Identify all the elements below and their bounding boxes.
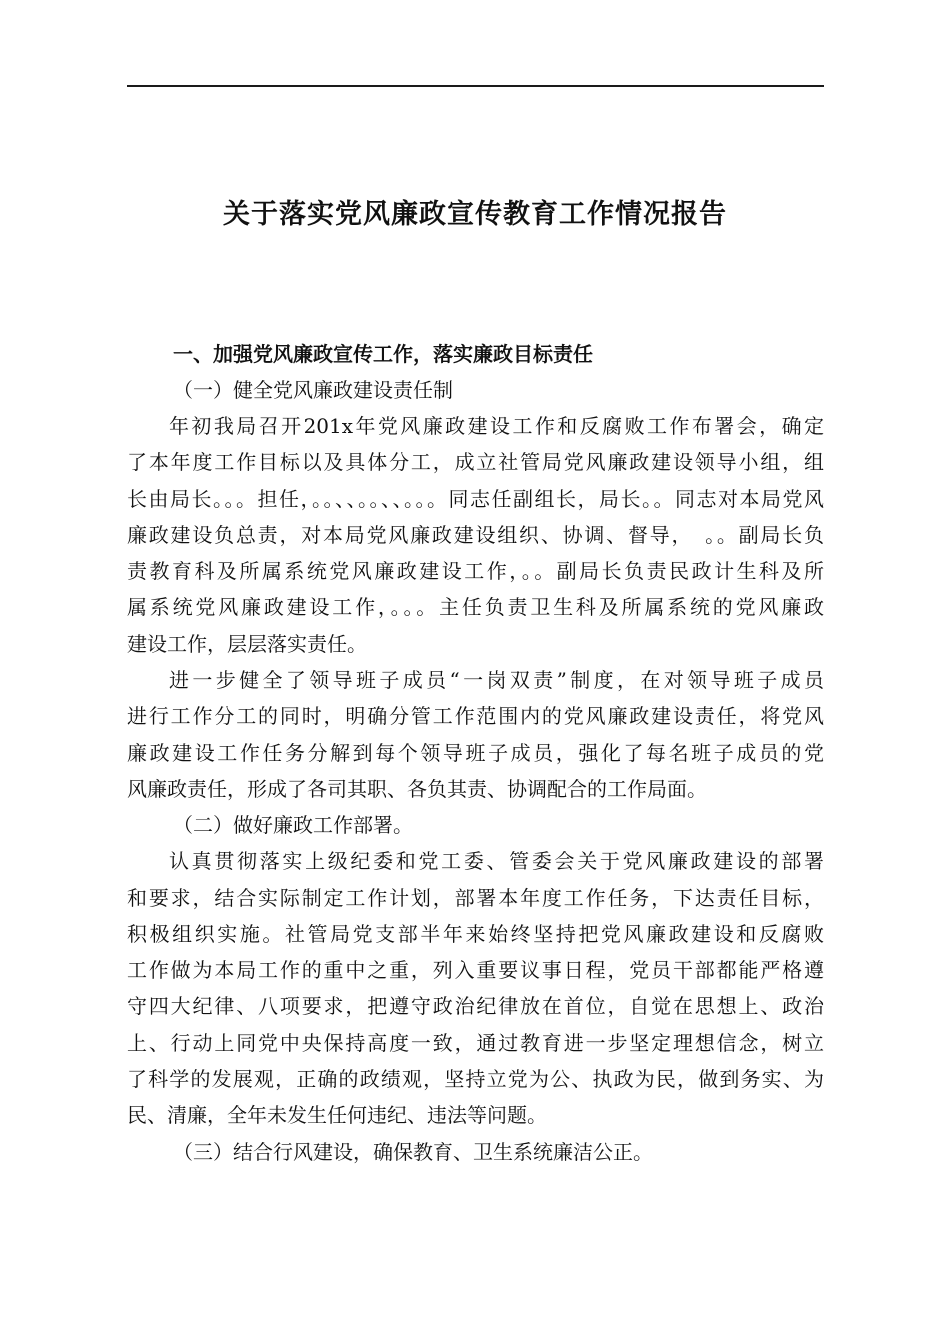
text-line: 守四大纪律、八项要求，把遵守政治纪律放在首位，自觉在思想上、政治 [127,994,824,1019]
text-line: 责教育科及所属系统党风廉政建设工作，。。副局长负责民政计生科及所 [127,559,824,584]
text-line: 进一步健全了领导班子成员“一岗双责”制度，在对领导班子成员 [169,668,824,693]
header-rule [127,85,824,87]
paragraph-1 [127,408,824,662]
subsection-heading-1: （一）健全党风廉政建设责任制 [173,378,453,402]
section-heading-1: 一、加强党风廉政宣传工作，落实廉政目标责任 [173,342,593,366]
subsection-heading-2: （二）做好廉政工作部署。 [173,813,413,838]
paragraph-2 [127,662,824,807]
text-line: 上、行动上同党中央保持高度一致，通过教育进一步坚定理想信念，树立 [127,1030,824,1055]
text-line: 和要求，结合实际制定工作计划，部署本年度工作任务，下达责任目标， [127,885,824,910]
text-line: 属系统党风廉政建设工作，。。。主任负责卫生科及所属系统的党风廉政 [127,595,824,620]
text-line: 廉政建设负总责，对本局党风廉政建设组织、协调、督导， 。。副局长负 [127,522,824,547]
text-line: 了本年度工作目标以及具体分工，成立社管局党风廉政建设领导小组，组 [127,450,824,475]
text-line: 长由局长。。。担任，。。、、。。、、。。。同志任副组长，局长。。同志对本局党风 [127,486,824,511]
text-line: 积极组织实施。社管局党支部半年来始终坚持把党风廉政建设和反腐败 [127,921,824,946]
text-line: 年初我局召开201x年党风廉政建设工作和反腐败工作布署会，确定 [169,414,824,438]
text-line: 工作做为本局工作的重中之重，列入重要议事日程，党员干部都能严格遵 [127,958,824,983]
paragraph-3 [127,843,824,1133]
text-line: 了科学的发展观，正确的政绩观，坚持立党为公、执政为民，做到务实、为 [127,1067,824,1092]
text-line: 认真贯彻落实上级纪委和党工委、管委会关于党风廉政建设的部署 [169,849,824,874]
text-line: 廉政建设工作任务分解到每个领导班子成员，强化了每名班子成员的党 [127,740,824,765]
document-title: 关于落实党风廉政宣传教育工作情况报告 [223,199,727,230]
text-line: 进行工作分工的同时，明确分管工作范围内的党风廉政建设责任，将党风 [127,704,824,729]
document-body [127,336,824,1170]
text-line: 风廉政责任，形成了各司其职、各负其责、协调配合的工作局面。 [127,776,707,801]
subsection-heading-3: （三）结合行风建设，确保教育、卫生系统廉洁公正。 [173,1139,653,1164]
text-line: 民、清廉，全年未发生任何违纪、违法等问题。 [127,1103,547,1128]
text-line: 建设工作，层层落实责任。 [127,631,367,656]
